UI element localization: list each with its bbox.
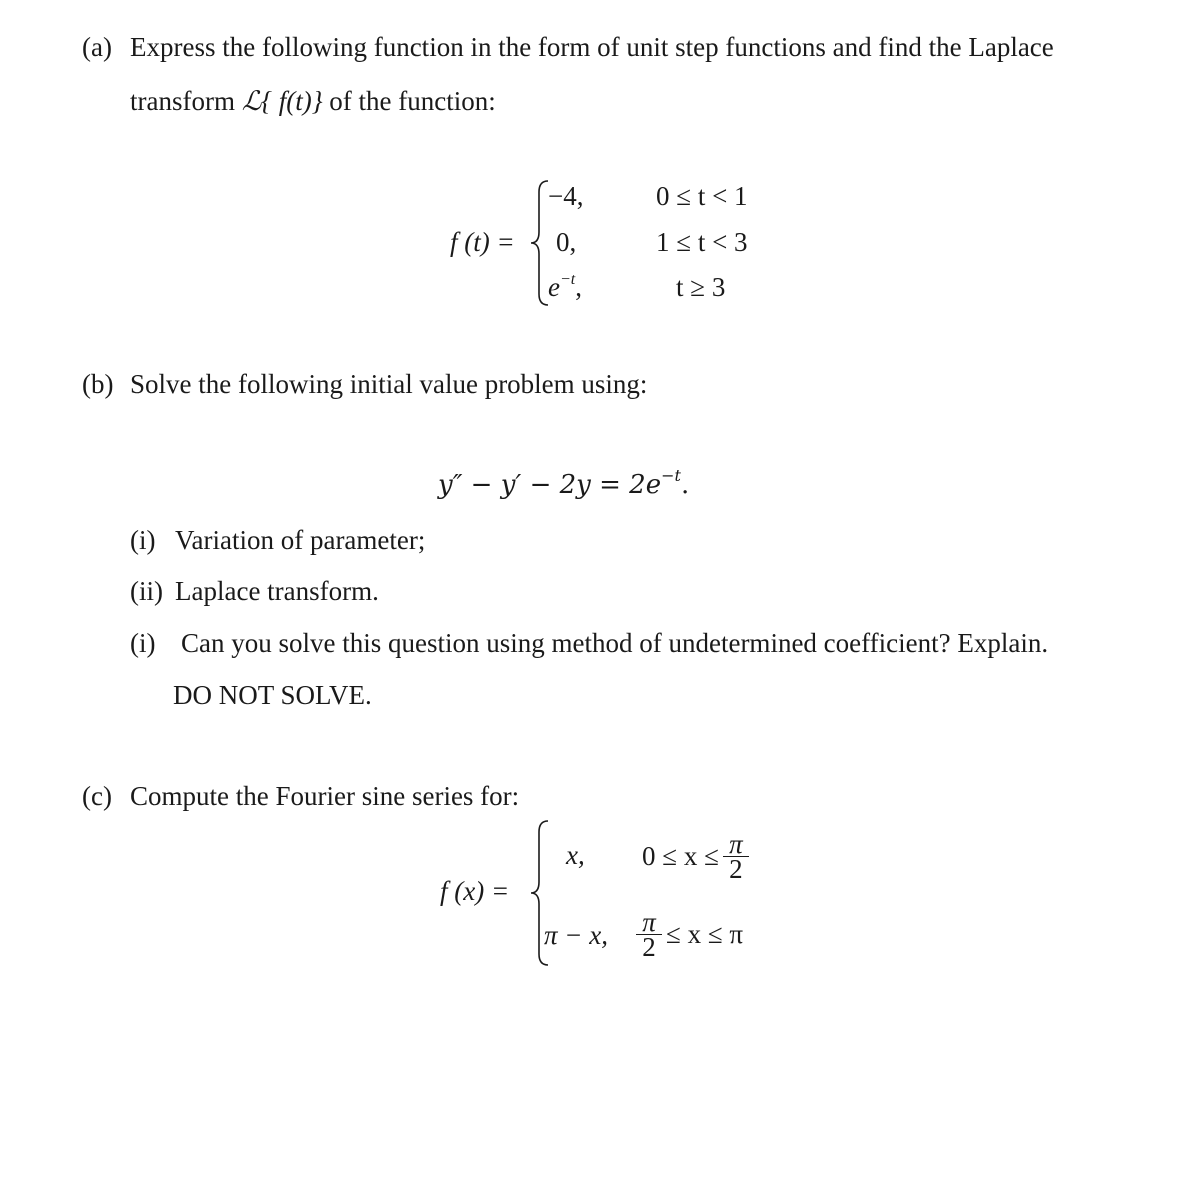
part-b-intro: Solve the following initial value problem using: <box>130 369 648 399</box>
fx-case1-frac: $\frac{\pi}{2}$ <box>723 832 749 881</box>
fx-lhs: f (x) = <box>440 876 510 906</box>
fx-case1-condition: 0 ≤ x ≤ $\frac{\pi}{2}$ <box>642 824 749 888</box>
ivp-equation: $y'' - y' - 2y = 2e^{-t}$. <box>438 466 690 500</box>
item-iii-text: Can you solve this question using method of undetermined coefficient? Explain. <box>181 628 1049 658</box>
ft-case2-condition: 1 ≤ t < 3 <box>656 227 748 257</box>
transform-word: transform <box>130 86 235 116</box>
fx-case2-frac: $\frac{\pi}{2}$ <box>636 910 662 959</box>
item-ii-num: (ii) <box>130 576 163 606</box>
part-a-line1: Express the following function in the form of unit step functions and find the Laplace <box>130 32 1054 62</box>
part-c-intro: Compute the Fourier sine series for: <box>130 781 520 811</box>
fx-case2-value: π − x, <box>544 920 608 950</box>
part-a-label: (a) <box>82 32 112 62</box>
part-a-line2 <box>130 85 496 118</box>
ft-case3-condition: t ≥ 3 <box>676 272 726 302</box>
fx-case1-value: x, <box>566 840 585 870</box>
item-iii-num: (i) <box>130 628 156 658</box>
part-c-label: (c) <box>82 781 112 811</box>
ft-lhs: f (t) = <box>450 227 515 257</box>
item-i-num: (i) <box>130 525 156 555</box>
ft-case1-value: −4, <box>548 181 584 211</box>
ft-case2-value: 0, <box>556 227 577 257</box>
ft-case1-condition: 0 ≤ t < 1 <box>656 181 748 211</box>
do-not-solve: DO NOT SOLVE. <box>173 680 372 710</box>
item-i-text: Variation of parameter; <box>175 525 426 555</box>
laplace-argument: { f(t)} <box>261 86 323 116</box>
fx-case2-condition: $\frac{\pi}{2}$ ≤ x ≤ π <box>636 902 743 966</box>
part-b-label: (b) <box>82 369 114 399</box>
ft-case3-value: $e^{-t}$, <box>548 271 582 302</box>
item-ii-text: Laplace transform. <box>175 576 379 606</box>
of-the-function: of the function: <box>329 86 496 116</box>
laplace-symbol: ℒ <box>241 86 262 117</box>
